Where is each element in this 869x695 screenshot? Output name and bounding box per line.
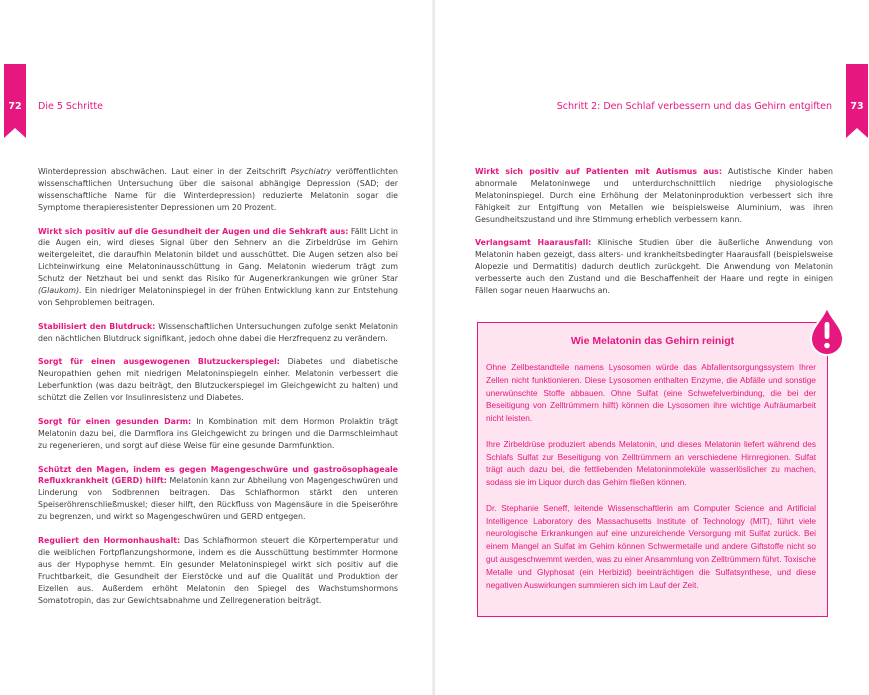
eyes-paragraph: Wirkt sich positiv auf die Gesundheit der Augen und die Sehkraft aus: Fällt Licht in die Augen ein, wird dieses Signal über den Sehnerv an die Zirbeldrüse im Gehirn weitergeleitet, die daraufhin Melatonin bildet und ausschüttet. Die Augen setzen also bei Lichteinwirkung eine Melatoninausschüttung in Gang. Melatonin wiederum trägt zum Schutz der Netzhaut bei und senkt das Risiko für Augenerkrankungen wie grüner Star (Glaukom). Ein niedriger Melatoninspiegel in der frühen Entwicklung kann zur Entstehung von Sehproblemen beitragen. xyxy=(38,226,398,307)
info-box-paragraph-3: Dr. Stephanie Seneff, leitende Wissenschaftlerin am Computer Science and Artificial Intelligence Laboratory des Massachusetts Institute of Technology (MIT), führt viele neurologische Erkrankungen auf eine unzureichende Versorgung mit Sulfat zurück. Bei einem Mangel an Sulfat im Gehirn können Schwermetalle und andere Giftstoffe nicht so gut ausgeschwemmt werden, was zu einer Ansammlung von Zelltrümmern führt. Toxische Metalle und Glyphosat (ein Herbizid) beeinträchtigen die Sulfatsynthese, und diese negativen Auswirkungen summieren sich im Lauf der Zeit. xyxy=(486,502,816,590)
info-box-body xyxy=(486,361,816,604)
page-number-right: 73 xyxy=(850,101,864,112)
autism-paragraph: Wirkt sich positiv auf Patienten mit Autismus aus: Autistische Kinder haben abnormale Melatoninwege und unterdurchschnittlich niedrige physiologische Melatoninspiegel. Durch eine Erhöhung der Melatoninproduktion verbessert sich ihre Fähigkeit zur Entgiftung von Metallen wie beispielsweise Aluminium, was ihren Gesundheitszustand und ihre Stimmung erheblich verbessern kann. xyxy=(475,167,833,224)
running-head-right: Schritt 2: Den Schlaf verbessern und das Gehirn entgiften xyxy=(556,101,832,112)
blood-sugar-paragraph: Sorgt für einen ausgewogenen Blutzuckerspiegel: Diabetes und diabetische Neuropathien gehen mit niedrigen Melatoninspiegeln einher. Melatonin verbessert die Leberfunktion (was dazu beiträgt, den Blutzuckerspiegel im Gleichgewicht zu halten) und schützt die Zellen vor Insulinresistenz und Diabetes. xyxy=(38,357,398,403)
blood-pressure-heading: Stabilisiert den Blutdruck: xyxy=(38,321,156,331)
running-head-left: Die 5 Schritte xyxy=(38,101,103,112)
page-tab-right xyxy=(846,64,868,128)
exclamation-drop-icon xyxy=(807,305,847,357)
blood-pressure-paragraph: Stabilisiert den Blutdruck: Wissenschaftlichen Untersuchungen zufolge senkt Melatonin den nächtlichen Blutdruck signifikant, jedoch ohne dabei die Herzfrequenz zu verändern. xyxy=(38,321,399,343)
stomach-heading: Schützt den Magen, indem es gegen Magengeschwüre und gastroösophageale Refluxkrankheit (GERD) hilft: xyxy=(38,464,398,486)
hormones-paragraph: Reguliert den Hormonhaushalt: Das Schlafhormon steuert die Körpertemperatur und die weiblichen Fortpflanzungshormone, indem es die Ausschüttung bestimmter Hormone aus der Hypophyse hemmt. Ein gesunder Melatoninspiegel wirkt sich positiv auf die Fruchtbarkeit, die Gesundheit der Eierstöcke und auf die Qualität und Produktion der Eizellen aus. Außerdem erhöht Melatonin den Spiegel des Wachstumshormons Somatotropin, das zur Gewichtsabnahme und Zellregeneration beiträgt. xyxy=(38,536,398,605)
left-text-column xyxy=(38,166,398,618)
right-text-column xyxy=(475,166,833,309)
hair-heading: Verlangsamt Haarausfall: xyxy=(475,238,592,248)
hormones-heading: Reguliert den Hormonhaushalt: xyxy=(38,536,181,545)
info-box-paragraph-1: Ohne Zellbestandteile namens Lysosomen würde das Abfallentsorgungssystem Ihrer Zellen nicht funktionieren. Diese Lysosomen enthalten Enzyme, die Abfälle und sonstige unerwünschte Stoffe abbauen. Ohne Sulfat (eine Schwefelverbindung, die bei der Beseitigung von Zelltrümmern hilft) können die Lysosomen ihre wichtige Aufräumarbeit nicht leisten. xyxy=(486,362,816,424)
intro-paragraph: Winterdepression abschwächen. Laut einer in der Zeitschrift Psychiatry veröffentlichten wissenschaftlichen Untersuchung über die saisonal abhängige Depression (SAD; der wissenschaftliche Name für die Winterdepression) reduzierte Melatonin sogar die Symptome therapieresistenter Depressionen um 20 Prozent. xyxy=(38,167,398,212)
info-box xyxy=(477,322,828,617)
page-tab-left xyxy=(4,64,26,128)
stomach-paragraph: Schützt den Magen, indem es gegen Magengeschwüre und gastroösophageale Refluxkrankheit (GERD) hilft: Melatonin kann zur Abheilung von Magengeschwüren und Linderung von Sodbrennen beitragen. Das Schlafhormon stärkt den unteren Speiseröhrenschließmuskel; dieser hilft, den Rückfluss von Magensäure in die Speiseröhre zu begrenzen, und wirkt so Magengeschwüren und GERD entgegen. xyxy=(38,464,398,522)
glaucoma-term: (Glaukom). xyxy=(38,286,82,296)
autism-heading: Wirkt sich positiv auf Patienten mit Autismus aus: xyxy=(475,167,722,176)
info-box-title: Wie Melatonin das Gehirn reinigt xyxy=(570,335,735,347)
left-page xyxy=(0,0,434,695)
hair-paragraph: Verlangsamt Haarausfall: Klinische Studien über die äußerliche Anwendung von Melatonin haben gezeigt, dass alters- und krankheitsbedingter Haarausfall (beispielsweise Alopezie und Dermatitis) dadurch deutlich zurückgeht. Die Anwendung von Melatonin verbesserte auch den Zustand und die Beschaffenheit der Haare und regte in einigen Fällen sogar neuen Haarwuchs an. xyxy=(475,238,833,296)
info-box-paragraph-2: Ihre Zirbeldrüse produziert abends Melatonin, und dieses Melatonin liefert während des Schlafs Sulfat zur Beseitigung von Zelltrümmern an verschiedene Hirnregionen. Sulfat trägt auch dazu bei, die fettliebenden Melatoninmoleküle wasserlöslicher zu machen, sodass sie im Liquor durch das Gehirn fließen können. xyxy=(486,438,816,488)
page-number-left: 72 xyxy=(8,101,22,112)
gut-paragraph: Sorgt für einen gesunden Darm: In Kombination mit dem Hormon Prolaktin trägt Melatonin dazu bei, die Darmflora ins Gleichgewicht zu bringen und die Darmschleimhaut zu regenerieren, und sorgt auf diese Weise für eine gesunde Darmfunktion. xyxy=(38,416,398,450)
gut-heading: Sorgt für einen gesunden Darm: xyxy=(38,416,192,426)
eyes-heading: Wirkt sich positiv auf die Gesundheit der Augen und die Sehkraft aus: xyxy=(38,226,349,236)
blood-sugar-heading: Sorgt für einen ausgewogenen Blutzuckerspiegel: xyxy=(38,357,280,367)
journal-name: Psychiatry xyxy=(290,167,332,176)
